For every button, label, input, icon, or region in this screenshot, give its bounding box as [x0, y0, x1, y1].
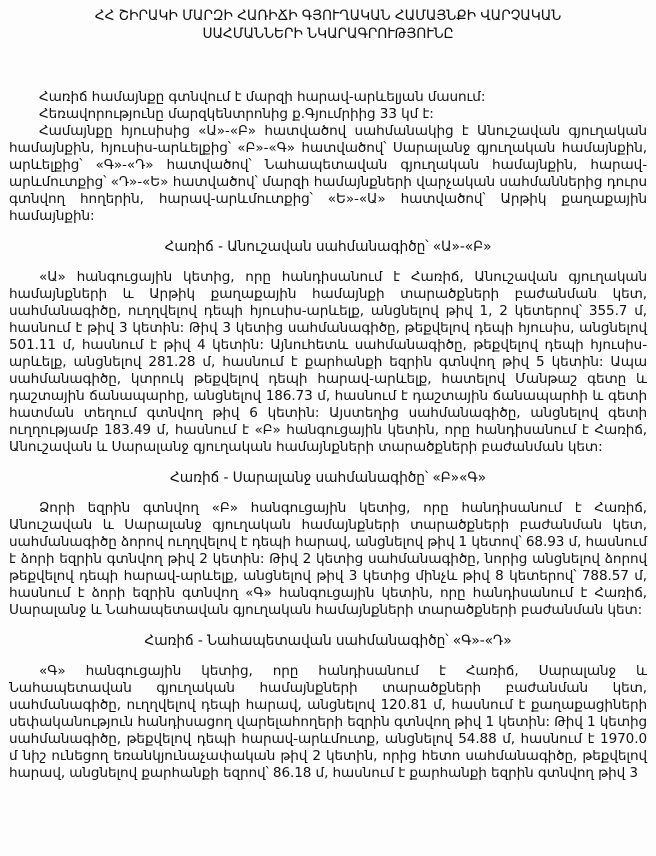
section-heading-saralanj-border: Հառիճ - Սարալանջ սահմանագիծը՝ «Բ»«Գ» [170, 470, 486, 486]
section-heading-nahapetavan-border: Հառիճ - Նահապետավան սահմանագիծը՝ «Գ»-«Դ» [144, 633, 512, 649]
document-title-line1: ՀՀ ՇԻՐԱԿԻ ՄԱՐԶԻ ՀԱՌԻՃԻ ԳՅՈՒՂԱԿԱՆ ՀԱՄԱՅՆՔԻ ՎԱՐՉԱԿԱՆ [94, 8, 562, 24]
paragraph-borders-overview: Համայնքը հյուսիսից «Ա»-«Բ» հատվածով սահմանակից է Անուշավան գյուղական համայնքին, հյուսիս-արևելքից՝ «Բ»-«Գ» հատվածով՝ Սարալանջ գյուղական համայնքին, արևելքից՝ «Գ»-«Դ» հատվածով՝ Նահապետավան գյուղական համայնքին, հարավ-արևմուտքից՝ «Դ»-«Ե» հատվածով՝ մարզի համայնքների վարչական սահմաններից դուրս գտնվող հողերին, հարավ-արևմուտքից՝ «Ե»-«Ա» հատվածով՝ Արթիկ քաղաքային համայնքին: [9, 123, 647, 224]
section-heading-anushavan-border: Հառիճ - Անուշավան սահմանագիծը՝ «Ա»-«Բ» [164, 239, 492, 255]
section-paragraph-saralanj-border: Ձորի եզրին գտնվող «Բ» հանգուցային կետից, որը հանդիսանում է Հառիճ, Անուշավան և Սարալանջ գյուղական համայնքների տարածքների բաժանման կետ, սահմանագիծը ձորով ուղղվելով է դեպի հարավ, անցնելով թիվ 1 կետով՝ 68.93 մ, հասնում է ձորի եզրին գտնվող թիվ 2 կետին: Թիվ 2 կետից սահմանագիծը, նորից անցնելով ձորով թեքվելով դեպի հարավ-արևելք, անցնելով թիվ 3 կետից մինչև թիվ 8 կետերով՝ 788.57 մ, հասնում է ձորի եզրին գտնվող «Գ» հանգուցային կետին, որը հանդիսանում է Հառիճ, Սարալանջ և Նահապետավան գյուղական համայնքների տարածքների բաժանման կետ: [9, 500, 648, 618]
section-paragraph-nahapetavan-border: «Գ» հանգուցային կետից, որը հանդիսանում է Հառիճ, Սարալանջ և Նահապետավան գյուղական համայնքների տարածքների բաժանման կետ, սահմանագիծը, ուղղվելով դեպի հարավ, անցնելով 120.81 մ, հասնում է քաղաքացիների սեփականություն հանդիսացող վարելահողերի եզրին գտնվող թիվ 1 կետին: Թիվ 1 կետից սահմանագիծը, թեքվելով դեպի հարավ-արևմուտք, անցնելով 54.88 մ, հասնում է 1970.0 մ նիշ ունեցող եռանկյունաչափական թիվ 2 կետին, որից հետո սահմանագիծը, թեքվելով հարավ, անցնելով քարհանքի եզրով՝ 86.18 մ, հասնում է քարհանքի եզրին գտնվող թիվ 3 [9, 663, 647, 781]
section-paragraph-anushavan-border: «Ա» հանգուցային կետից, որը հանդիսանում է Հառիճ, Անուշավան գյուղական համայնքների և Արթիկ քաղաքային համայնքի տարածքների բաժանման կետ, սահմանագիծը, ուղղվելով դեպի հյուսիս-արևելք, անցնելով թիվ 1, 2 կետերով՝ 355.7 մ, հասնում է թիվ 3 կետին: Թիվ 3 կետից սահմանագիծը, թեքվելով դեպի հյուսիս, անցնելով 501.11 մ, հասնում է թիվ 4 կետին: Այնուհետև սահմանագիծը, թեքվելով դեպի հյուսիս-արևելք, անցնելով 281.28 մ, հասնում է քարհանքի եզրին գտնվող թիվ 5 կետին: Ապա սահմանագիծը, կտրուկ թեքվելով դեպի հարավ-արևելք, հատելով Մանթաշ գետը և դաշտային ճանապարհը, անցնելով 186.73 մ, հասնում է դաշտային ճանապարհի և գետի հատման տեղում գտնվող թիվ 6 կետին: Այստեղից սահմանագիծը, անցնելով գետի ուղղությամբ 183.49 մ, հասնում է «Բ» հանգուցային կետին, որը հանդիսանում է Հառիճ, Անուշավան և Սարալանջ գյուղական համայնքների տարածքների բաժանման կետ: [9, 269, 647, 455]
document-title [9, 8, 647, 43]
paragraph-community-location: Հառիճ համայնքը գտնվում է մարզի հարավ-արևելյան մասում: [39, 89, 486, 105]
paragraph-distance-from-center: Հեռավորությունը մարզկենտրոնից ք.Գյումրիից 33 կմ է: [39, 106, 434, 122]
document-title-line2: ՍԱՀՄԱՆՆԵՐԻ ՆԿԱՐԱԳՐՈՒԹՅՈՒՆԸ [202, 25, 454, 42]
